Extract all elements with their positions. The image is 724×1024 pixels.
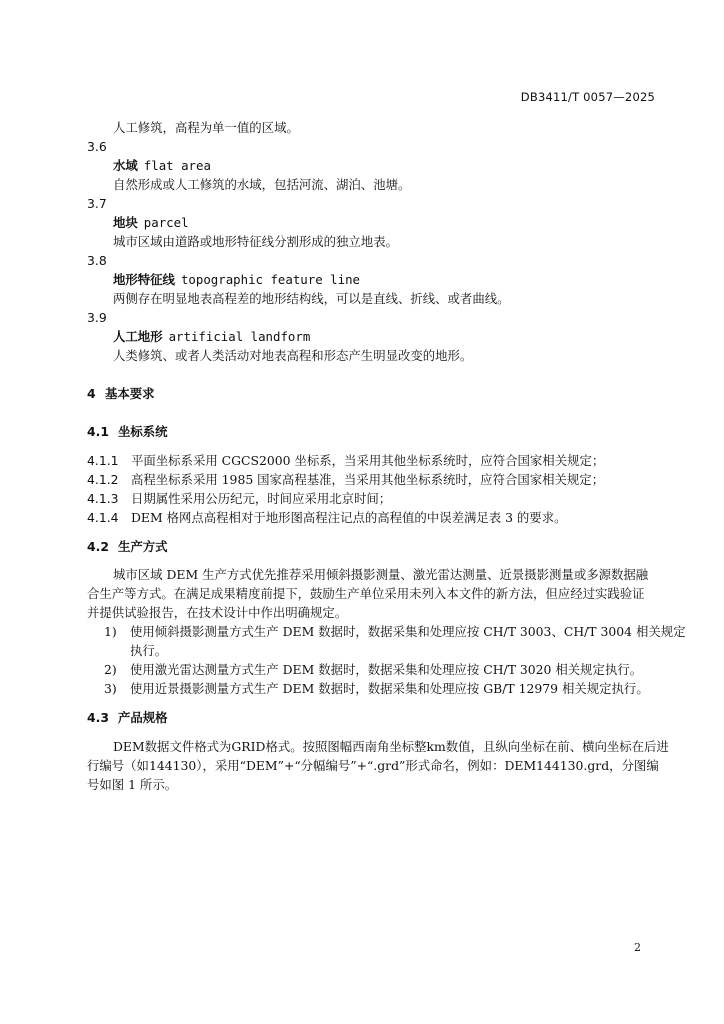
list-item	[104, 622, 686, 641]
term-definition: 城市区域由道路或地形特征线分割形成的独立地表。	[113, 234, 398, 249]
chapter-heading	[87, 384, 155, 403]
section-title: 生产方式	[118, 539, 168, 554]
paragraph-line: 号如图 1 所示。	[87, 777, 178, 792]
clause-number: 4.1.1	[87, 453, 119, 468]
term-definition: 人类修筑、或者人类活动对地表高程和形态产生明显改变的地形。	[113, 348, 473, 363]
paragraph-line: 合生产等方式。在满足成果精度前提下，鼓励生产单位采用未列入本文件的新方法，但应经过实践验证	[87, 586, 645, 601]
section-heading	[87, 422, 168, 441]
clause-item	[87, 470, 604, 489]
clause-item	[87, 489, 391, 508]
section-number: 4.1	[87, 424, 109, 439]
paragraph-line: 并提供试验报告，在技术设计中作出明确规定。	[87, 605, 348, 620]
definition-continuation: 人工修筑，高程为单一值的区域。	[113, 120, 299, 135]
list-text: 使用倾斜摄影测量方式生产 DEM 数据时，数据采集和处理应按 CH/T 3003、CH/T 3004 相关规定	[130, 624, 686, 639]
paragraph-line: 城市区域 DEM 生产方式优先推荐采用倾斜摄影测量、激光雷达测量、近景摄影测量或多源数据融	[113, 567, 649, 582]
list-marker: 2)	[104, 662, 117, 677]
term-name-cn: 人工地形	[113, 329, 163, 344]
clause-text: DEM 格网点高程相对于地形图高程注记点的高程值的中误差满足表 3 的要求。	[131, 510, 567, 525]
page-number: 2	[634, 941, 641, 954]
clause-number: 4.1.3	[87, 491, 119, 506]
paragraph-line: 行编号（如144130），采用“DEM”+“分幅编号”+“.grd”形式命名，例如：DEM144130.grd，分图编	[87, 758, 659, 773]
section-title: 产品规格	[118, 710, 168, 725]
clause-number: 4.1.4	[87, 510, 119, 525]
list-marker: 1)	[104, 624, 117, 639]
term-definition: 自然形成或人工修筑的水域，包括河流、湖泊、池塘。	[113, 177, 411, 192]
section-heading	[87, 708, 168, 727]
document-code: DB3411/T 0057—2025	[520, 90, 655, 104]
section-number: 4.2	[87, 539, 109, 554]
list-text: 使用激光雷达测量方式生产 DEM 数据时，数据采集和处理应按 CH/T 3020 相关规定执行。	[130, 662, 643, 677]
chapter-title: 基本要求	[105, 386, 155, 401]
clause-number: 4.1.2	[87, 472, 119, 487]
list-text: 使用近景摄影测量方式生产 DEM 数据时，数据采集和处理应按 GB/T 12979 相关规定执行。	[130, 681, 649, 696]
term-name-en: parcel	[143, 215, 189, 230]
term-heading	[113, 270, 360, 289]
clause-text: 日期属性采用公历纪元，时间应采用北京时间；	[131, 491, 392, 506]
clause-text: 平面坐标系采用 CGCS2000 坐标系，当采用其他坐标系统时，应符合国家相关规定；	[131, 453, 605, 468]
list-marker: 3)	[104, 681, 117, 696]
term-heading	[113, 213, 189, 232]
term-number: 3.9	[87, 310, 107, 325]
term-number: 3.7	[87, 196, 107, 211]
term-number: 3.6	[87, 139, 107, 154]
term-number: 3.8	[87, 253, 107, 268]
section-number: 4.3	[87, 710, 109, 725]
clause-text: 高程坐标系采用 1985 国家高程基准，当采用其他坐标系统时，应符合国家相关规定；	[131, 472, 605, 487]
term-heading	[113, 156, 211, 175]
term-definition: 两侧存在明显地表高程差的地形结构线，可以是直线、折线、或者曲线。	[113, 291, 510, 306]
term-name-en: topographic feature line	[180, 272, 360, 287]
term-name-en: flat area	[143, 158, 211, 173]
term-name-en: artificial landform	[168, 329, 311, 344]
list-item	[104, 660, 642, 679]
list-text-continuation: 执行。	[130, 643, 168, 658]
term-heading	[113, 327, 310, 346]
section-heading	[87, 537, 168, 556]
paragraph-line: DEM数据文件格式为GRID格式。按照图幅西南角坐标整km数值，且纵向坐标在前、横向坐标在后进	[113, 739, 669, 754]
chapter-number: 4	[87, 386, 96, 401]
term-name-cn: 地块	[113, 215, 138, 230]
clause-item	[87, 508, 566, 527]
list-item	[104, 679, 649, 698]
term-name-cn: 地形特征线	[113, 272, 175, 287]
section-title: 坐标系统	[118, 424, 168, 439]
term-name-cn: 水域	[113, 158, 138, 173]
clause-item	[87, 451, 604, 470]
